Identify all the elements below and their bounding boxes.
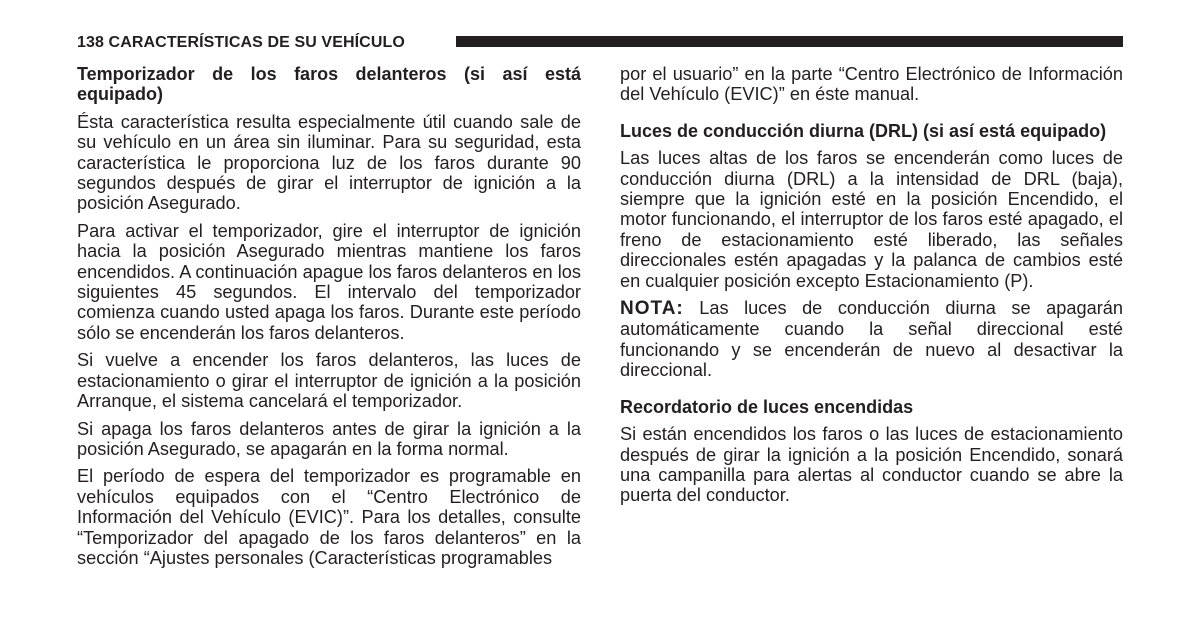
drl-heading: Luces de conducción diurna (DRL) (si así está equipado) bbox=[620, 120, 1107, 141]
paragraph: Para activar el temporizador, gire el interruptor de ignición hacia la posición Asegurado mientras mantiene los faros encendidos. A continuación apague los faros delanteros en los siguientes 45 segundos. El intervalo del temporizador comienza cuando usted apaga los faros. Durante este período sólo se encenderán los faros delanteros. bbox=[77, 220, 581, 343]
paragraph: Si apaga los faros delanteros antes de girar la ignición a la posición Asegurado, se apagarán en la forma normal. bbox=[77, 418, 581, 459]
lights-on-reminder-heading: Recordatorio de luces encendidas bbox=[620, 396, 914, 417]
left-column bbox=[77, 64, 581, 568]
paragraph: Si vuelve a encender los faros delanteros, las luces de estacionamiento o girar el interruptor de ignición a la posición Arranque, el sistema cancelará el temporizador. bbox=[77, 350, 581, 412]
note-text: Las luces de conducción diurna se apagarán automáticamente cuando la señal direccional esté funcionando y se encenderán de nuevo al desactivar la direccional. bbox=[620, 298, 1123, 381]
headlamp-delay-heading: Temporizador de los faros delanteros (si así está equipado) bbox=[77, 64, 581, 105]
page-header-title: 138 CARACTERÍSTICAS DE SU VEHÍCULO bbox=[77, 34, 405, 51]
header-rule bbox=[456, 36, 1123, 47]
paragraph: El período de espera del temporizador es programable en vehículos equipados con el “Centro Electrónico de Información del Vehículo (EVIC)”. Para los detalles, consulte “Temporizador del apagado de los faros delanteros” en la sección “Ajustes personales (Características programables bbox=[77, 466, 581, 568]
right-column bbox=[620, 64, 1123, 506]
note-label: NOTA: bbox=[620, 298, 684, 320]
paragraph: por el usuario” en la parte “Centro Electrónico de Información del Vehículo (EVIC)” en éste manual. bbox=[620, 64, 1123, 105]
paragraph: Las luces altas de los faros se encenderán como luces de conducción diurna (DRL) a la intensidad de DRL (baja), siempre que la ignición esté en la posición Encendido, el motor funcionando, el interruptor de los faros esté apagado, el freno de estacionamiento esté liberado, las señales direccionales estén apagadas y la palanca de cambios esté en cualquier posición excepto Estacionamiento (P). bbox=[620, 148, 1123, 291]
page-header bbox=[77, 33, 1123, 53]
paragraph: Ésta característica resulta especialmente útil cuando sale de su vehículo en un área sin iluminar. Para su seguridad, esta característica le proporciona luz de los faros durante 90 segundos después de girar el interruptor de ignición a la posición Asegurado. bbox=[77, 111, 581, 214]
paragraph: Si están encendidos los faros o las luces de estacionamiento después de girar la ignición a la posición Encendido, sonará una campanilla para alertas al conductor cuando se abre la puerta del conductor. bbox=[620, 424, 1123, 506]
note-paragraph bbox=[620, 298, 1123, 381]
